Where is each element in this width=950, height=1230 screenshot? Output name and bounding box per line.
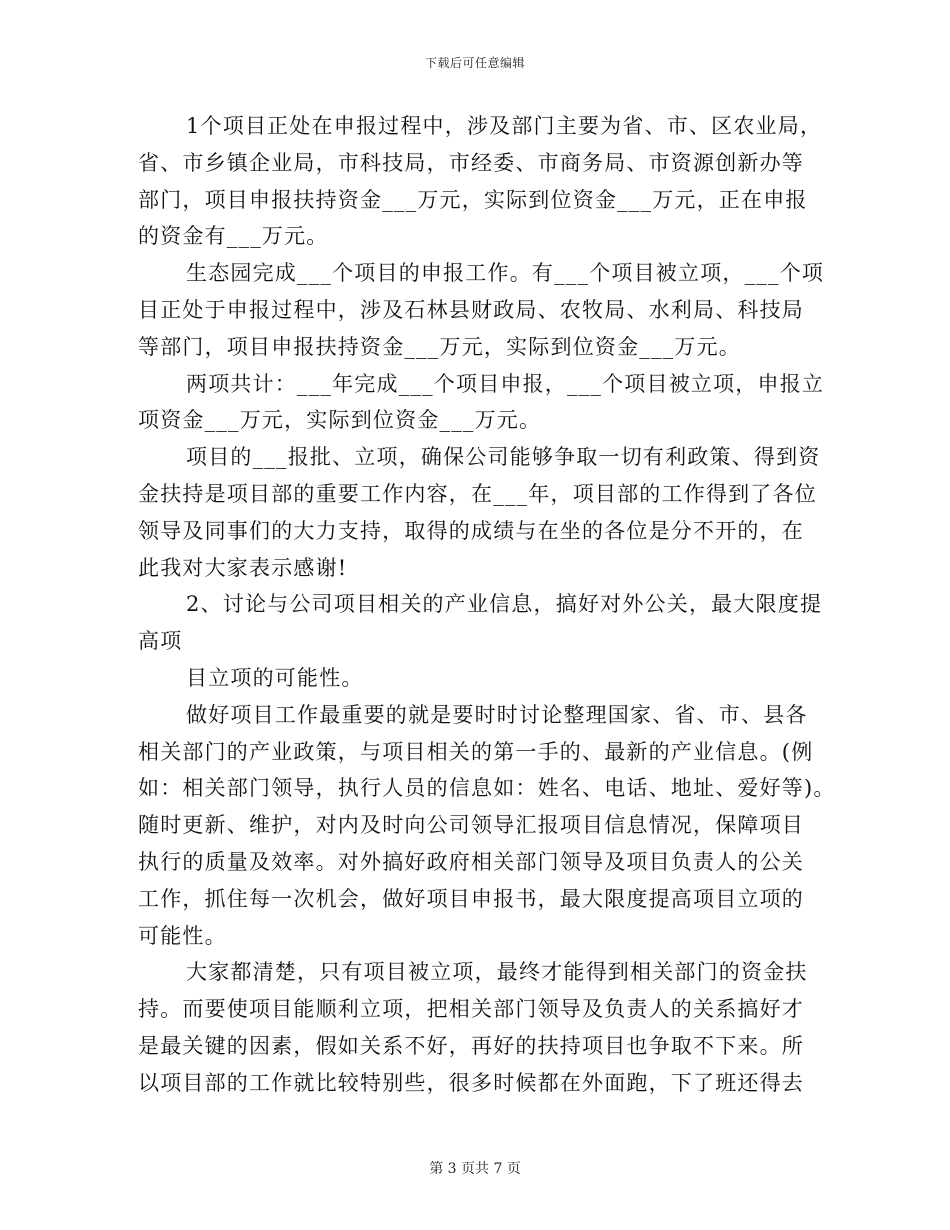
text-line: 领导及同事们的大力支持，取得的成绩与在坐的各位是分不开的，在 — [138, 518, 804, 543]
page-header: 下载后可任意编辑 — [424, 56, 525, 70]
text-line: 随时更新、维护，对内及时向公司领导汇报项目信息情况，保障项目 — [138, 813, 804, 838]
page-footer: 第 3 页共 7 页 — [429, 1161, 521, 1177]
text-line: 2、讨论与公司项目相关的产业信息，搞好对外公关，最大限度提 — [186, 592, 823, 617]
text-line: 等部门，项目申报扶持资金___万元，实际到位资金___万元。 — [138, 334, 741, 359]
text-line: 部门，项目申报扶持资金___万元，实际到位资金___万元，正在申报 — [138, 187, 808, 212]
text-line: 项资金___万元，实际到位资金___万元。 — [138, 408, 542, 433]
text-line: 此我对大家表示感谢! — [138, 555, 348, 580]
text-line: 金扶持是项目部的重要工作内容，在___年，项目部的工作得到了各位 — [138, 481, 817, 506]
text-line: 相关部门的产业政策，与项目相关的第一手的、最新的产业信息。(例 — [138, 739, 814, 764]
text-line: 的资金有___万元。 — [138, 224, 329, 249]
text-line: 如：相关部门领导，执行人员的信息如：姓名、电话、地址、爱好等)。 — [138, 776, 836, 801]
text-line: 两项共计：___年完成___个项目申报，___个项目被立项，申报立 — [186, 371, 825, 396]
text-line: 1个项目正处在申报过程中，涉及部门主要为省、市、区农业局， — [186, 114, 823, 138]
text-line: 大家都清楚，只有项目被立项，最终才能得到相关部门的资金扶 — [186, 960, 808, 985]
text-line: 高项 — [138, 629, 183, 654]
text-line: 可能性。 — [138, 923, 227, 948]
document-body — [138, 108, 836, 1102]
text-line: 生态园完成___个项目的申报工作。有___个项目被立项，___个项 — [186, 261, 825, 286]
text-line: 工作，抓住每一次机会，做好项目申报书，最大限度提高项目立项的 — [138, 886, 804, 911]
text-line: 省、市乡镇企业局，市科技局，市经委、市商务局、市资源创新办等 — [138, 150, 804, 175]
text-line: 做好项目工作最重要的就是要时时讨论整理国家、省、市、县各 — [186, 702, 808, 727]
text-line: 持。而要使项目能顺利立项，把相关部门领导及负责人的关系搞好才 — [138, 997, 804, 1022]
text-line: 是最关键的因素，假如关系不好，再好的扶持项目也争取不下来。所 — [138, 1033, 804, 1058]
text-line: 项目的___报批、立项，确保公司能够争取一切有利政策、得到资 — [186, 445, 821, 470]
text-line: 目正处于申报过程中，涉及石林县财政局、农牧局、水利局、科技局 — [138, 297, 804, 322]
text-line: 目立项的可能性。 — [186, 665, 364, 690]
text-line: 执行的质量及效率。对外搞好政府相关部门领导及项目负责人的公关 — [138, 849, 804, 874]
text-line: 以项目部的工作就比较特别些，很多时候都在外面跑，下了班还得去 — [138, 1070, 804, 1095]
